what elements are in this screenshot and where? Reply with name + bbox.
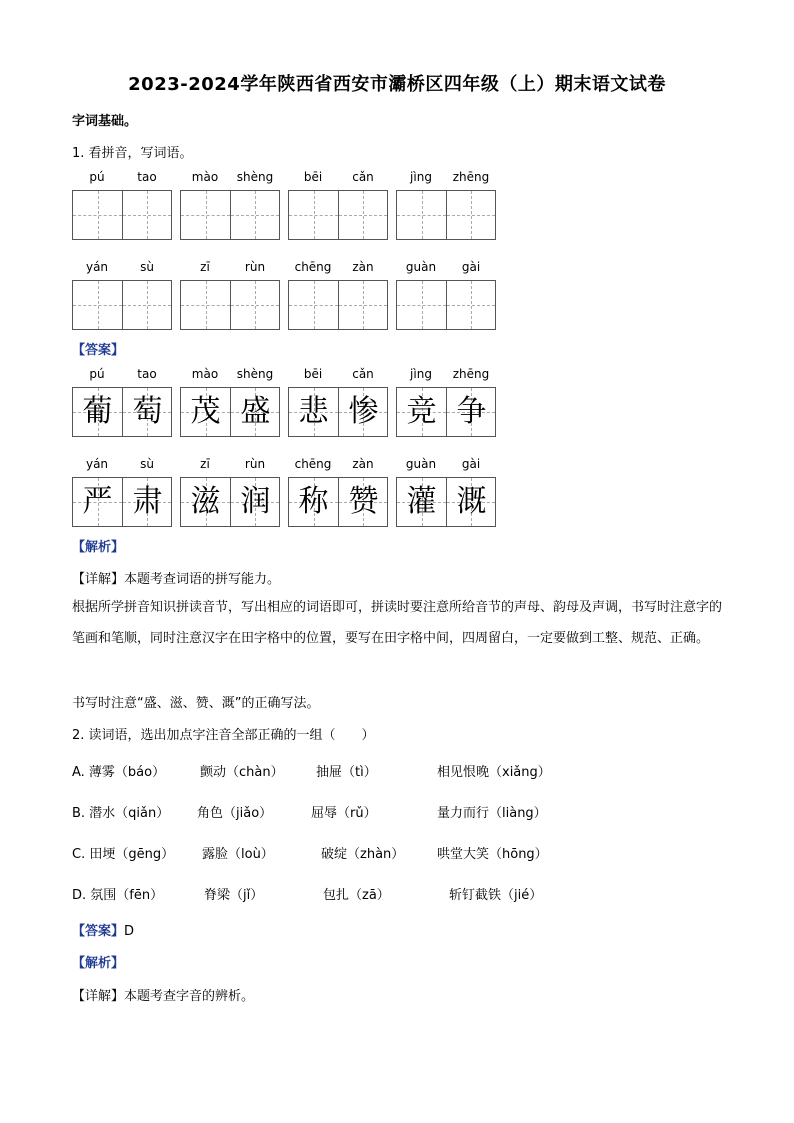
tianzige-pair <box>288 477 388 527</box>
pinyin: zàn <box>352 260 374 274</box>
tianzige-pair[interactable] <box>180 190 280 240</box>
answer-char: 称 <box>298 484 329 519</box>
option-c-item: C. 田埂（gēng） <box>72 847 175 862</box>
question-1-prompt: 1. 看拼音，写词语。 <box>72 146 193 161</box>
pinyin: yán <box>85 260 109 274</box>
answer-char: 茂 <box>190 394 221 429</box>
pinyin: zhēng <box>452 170 490 184</box>
option-a-item: 相见恨晚（xiǎng） <box>437 765 551 780</box>
section-heading: 字词基础。 <box>72 114 138 129</box>
detail-line <box>72 985 254 1004</box>
pinyin: bēi <box>303 170 323 184</box>
pinyin: gài <box>461 260 481 274</box>
detail-text: 本题考查词语的拼写能力。 <box>124 572 281 587</box>
option-c-item: 露脸（loù） <box>202 847 274 862</box>
pinyin: shèng <box>236 367 274 381</box>
detail-label: 【详解】 <box>72 989 125 1004</box>
answer-char: 滋 <box>190 484 221 519</box>
answer-char: 肃 <box>132 484 163 519</box>
pinyin: tao <box>137 170 157 184</box>
option-b-item: 屈辱（rǔ） <box>311 806 377 821</box>
tianzige-pair[interactable] <box>72 190 172 240</box>
pinyin: zī <box>200 260 210 274</box>
answer-char: 润 <box>240 484 271 519</box>
pinyin: cǎn <box>352 367 374 381</box>
tianzige-pair <box>288 387 388 437</box>
option-c-item: 破绽（zhàn） <box>321 847 405 862</box>
pinyin: chēng <box>294 260 332 274</box>
writing-note: 书写时注意“盛、滋、赞、溉”的正确写法。 <box>72 696 320 711</box>
answer-char: 竞 <box>406 394 437 429</box>
tianzige-pair <box>72 387 172 437</box>
pinyin: yán <box>85 457 109 471</box>
pinyin: gài <box>461 457 481 471</box>
answer-row-2 <box>72 457 512 537</box>
tianzige-pair <box>396 387 496 437</box>
pinyin: mào <box>191 170 219 184</box>
answer-char: 灌 <box>406 484 437 519</box>
blank-row-1 <box>72 170 512 250</box>
tianzige-pair <box>72 477 172 527</box>
pinyin: rùn <box>244 457 266 471</box>
pinyin: guàn <box>405 260 437 274</box>
pinyin: guàn <box>405 457 437 471</box>
answer-char: 惨 <box>348 394 379 429</box>
answer-char: 萄 <box>132 394 163 429</box>
pinyin: zhēng <box>452 367 490 381</box>
tianzige-pair <box>180 477 280 527</box>
answer-row-1 <box>72 367 512 447</box>
pinyin: zī <box>200 457 210 471</box>
option-a-item: A. 薄雾（báo） <box>72 765 166 780</box>
pinyin: bēi <box>303 367 323 381</box>
option-d-item: D. 氛围（fēn） <box>72 888 164 903</box>
pinyin: tao <box>137 367 157 381</box>
q2-answer-line <box>72 920 134 939</box>
answer-char: 严 <box>82 484 113 519</box>
detail-line <box>72 568 280 587</box>
page-title: 2023-2024学年陕西省西安市灞桥区四年级（上）期末语文试卷 <box>128 74 666 95</box>
option-b-item: 量力而行（liàng） <box>437 806 547 821</box>
explanation-paragraph: 根据所学拼音知识拼读音节，写出相应的词语即可，拼读时要注意所给音节的声母、韵母及声调，书写时注意字的笔画和笔顺，同时注意汉字在田字格中的位置，要写在田字格中间，四周留白，一定要做到工整、规范、正确。 <box>72 600 723 646</box>
pinyin: zàn <box>352 457 374 471</box>
option-b-item: B. 潜水（qiǎn） <box>72 806 170 821</box>
pinyin: shèng <box>236 170 274 184</box>
pinyin: pú <box>89 170 105 184</box>
pinyin: jìng <box>410 367 432 381</box>
detail-text: 本题考查字音的辨析。 <box>124 989 255 1004</box>
pinyin: pú <box>89 367 105 381</box>
detail-label: 【详解】 <box>72 572 125 587</box>
option-d-item: 包扎（zā） <box>323 888 390 903</box>
blank-row-2 <box>72 260 512 340</box>
answer-value: D <box>124 924 135 939</box>
option-a-item: 抽屉（tì） <box>316 765 377 780</box>
pinyin: cǎn <box>352 170 374 184</box>
answer-char: 溉 <box>456 484 487 519</box>
analysis-label: 【解析】 <box>72 540 125 555</box>
answer-char: 盛 <box>240 394 271 429</box>
pinyin: chēng <box>294 457 332 471</box>
pinyin: sù <box>140 457 154 471</box>
tianzige-pair[interactable] <box>72 280 172 330</box>
answer-label: 【答案】 <box>72 343 125 358</box>
option-b-item: 角色（jiǎo） <box>197 806 273 821</box>
option-d-item: 脊梁（jǐ） <box>204 888 264 903</box>
tianzige-pair[interactable] <box>396 280 496 330</box>
tianzige-pair[interactable] <box>180 280 280 330</box>
answer-char: 争 <box>456 394 487 429</box>
option-d-item: 斩钉截铁（jié） <box>449 888 543 903</box>
question-2-prompt: 2. 读词语，选出加点字注音全部正确的一组（ ） <box>72 728 375 743</box>
tianzige-pair[interactable] <box>396 190 496 240</box>
tianzige-pair <box>396 477 496 527</box>
tianzige-pair[interactable] <box>288 190 388 240</box>
tianzige-pair <box>180 387 280 437</box>
option-c-item: 哄堂大笑（hōng） <box>437 847 548 862</box>
tianzige-pair[interactable] <box>288 280 388 330</box>
option-a-item: 颤动（chàn） <box>200 765 284 780</box>
answer-char: 葡 <box>82 394 113 429</box>
pinyin: sù <box>140 260 154 274</box>
answer-char: 悲 <box>298 394 329 429</box>
pinyin: rùn <box>244 260 266 274</box>
analysis-label: 【解析】 <box>72 956 125 971</box>
pinyin: mào <box>191 367 219 381</box>
answer-char: 赞 <box>348 484 379 519</box>
answer-label: 【答案】 <box>72 924 125 939</box>
pinyin: jìng <box>410 170 432 184</box>
